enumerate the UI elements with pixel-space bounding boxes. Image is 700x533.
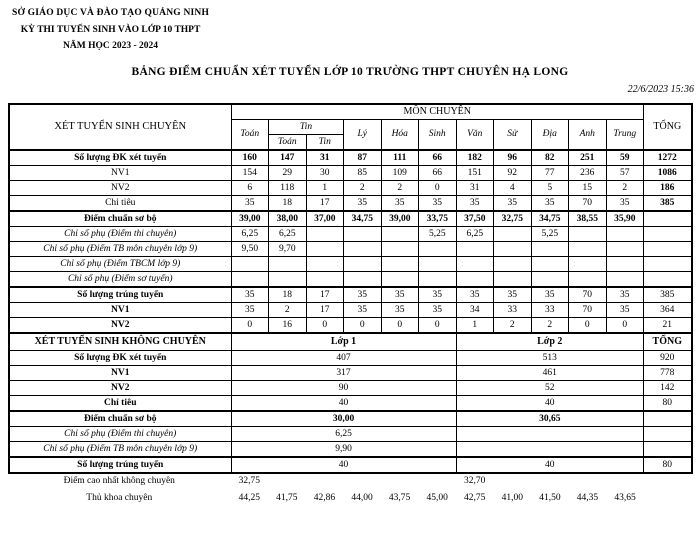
total-cell	[644, 472, 692, 489]
total-cell: 364	[644, 303, 692, 318]
khongchuyen-section-header	[9, 333, 692, 351]
table-row	[9, 287, 692, 303]
value-cell: 37,50	[456, 211, 494, 227]
value-cell: 151	[456, 166, 494, 181]
total-cell: 80	[644, 396, 692, 412]
value-cell: 35	[381, 196, 419, 212]
table-row	[9, 181, 692, 196]
section1-header: XÉT TUYỂN SINH CHUYÊN	[9, 104, 231, 150]
value-cell: 35	[344, 196, 382, 212]
lop1-cell: 9,90	[231, 442, 456, 458]
value-cell: 111	[381, 150, 419, 166]
row-label: NV1	[9, 366, 231, 381]
value-cell	[569, 272, 607, 288]
row-label: Chỉ số phụ (Điểm thi chuyên)	[9, 427, 231, 442]
value-cell: 0	[231, 318, 269, 334]
total-cell	[644, 242, 692, 257]
exam-name: KỲ THI TUYỂN SINH VÀO LỚP 10 THPT	[20, 25, 201, 35]
row-label: Chỉ tiêu	[9, 196, 231, 212]
value-cell: 29	[269, 166, 307, 181]
table-row	[9, 366, 692, 381]
table-row	[9, 411, 692, 427]
value-cell	[231, 257, 269, 272]
value-cell	[419, 257, 457, 272]
value-cell: 35	[344, 303, 382, 318]
col-toan: Toán	[231, 120, 269, 151]
footer-body	[8, 472, 692, 506]
value-cell	[381, 227, 419, 242]
lop2-cell	[456, 442, 644, 458]
value-cell: 32,75	[238, 475, 260, 486]
value-cell: 41,75	[276, 492, 298, 503]
table-row	[9, 272, 692, 288]
value-cell: 16	[269, 318, 307, 334]
chuyen-section-body	[9, 150, 692, 333]
row-label: Điểm cao nhất không chuyên	[63, 475, 175, 486]
value-cell: 31	[456, 181, 494, 196]
col-ly: Lý	[344, 120, 382, 151]
score-table	[8, 103, 693, 474]
value-cell	[269, 272, 307, 288]
value-cell	[381, 472, 419, 489]
lop1-header: Lớp 1	[231, 333, 456, 351]
value-cell	[531, 242, 569, 257]
total-cell	[644, 427, 692, 442]
row-label: Số lượng trúng tuyển	[9, 287, 231, 303]
value-cell	[606, 227, 644, 242]
value-cell: 44,25	[238, 492, 260, 503]
value-cell: 92	[494, 166, 532, 181]
value-cell	[569, 472, 607, 489]
row-label: Thủ khoa chuyên	[86, 492, 153, 503]
value-cell	[456, 257, 494, 272]
lop1-cell: 40	[231, 396, 456, 412]
row-label: Điểm chuẩn sơ bộ	[9, 211, 231, 227]
total-cell	[644, 257, 692, 272]
value-cell	[418, 472, 456, 489]
row-label: Chỉ số phụ (Điểm TB môn chuyên lớp 9)	[9, 242, 231, 257]
col-hoa: Hóa	[381, 120, 419, 151]
table-row	[9, 381, 692, 396]
value-cell: 2	[381, 181, 419, 196]
section2-header: XÉT TUYỂN SINH KHÔNG CHUYÊN	[9, 333, 231, 351]
value-cell: 5	[531, 181, 569, 196]
value-cell: 70	[569, 303, 607, 318]
value-cell: 66	[419, 166, 457, 181]
table-row	[9, 211, 692, 227]
value-cell: 182	[456, 150, 494, 166]
value-cell: 17	[306, 303, 344, 318]
value-cell	[344, 272, 382, 288]
value-cell	[494, 472, 532, 489]
value-cell: 118	[269, 181, 307, 196]
value-cell	[606, 242, 644, 257]
total-cell	[644, 411, 692, 427]
org-name: SỞ GIÁO DỤC VÀ ĐÀO TẠO QUẢNG NINH	[12, 8, 210, 18]
row-label: Chỉ tiêu	[9, 396, 231, 412]
subjects-group-header: MÔN CHUYÊN	[231, 104, 644, 120]
value-cell: 147	[269, 150, 307, 166]
total-cell: 778	[644, 366, 692, 381]
letterhead	[12, 8, 209, 51]
row-label: NV2	[9, 381, 231, 396]
timestamp: 22/6/2023 15:36	[627, 84, 694, 95]
value-cell: 32,75	[494, 211, 532, 227]
row-label: NV2	[9, 318, 231, 334]
value-cell: 6	[231, 181, 269, 196]
value-cell: 236	[569, 166, 607, 181]
table-row	[9, 166, 692, 181]
page-title: BẢNG ĐIỂM CHUẨN XÉT TUYỂN LỚP 10 TRƯỜNG THPT CHUYÊN HẠ LONG	[131, 66, 569, 78]
table-row	[9, 257, 692, 272]
value-cell	[306, 472, 344, 489]
lop1-cell: 6,25	[231, 427, 456, 442]
value-cell	[344, 242, 382, 257]
table-row	[9, 227, 692, 242]
lop2-cell: 461	[456, 366, 644, 381]
lop2-header: Lớp 2	[456, 333, 644, 351]
value-cell	[344, 227, 382, 242]
value-cell: 18	[269, 287, 307, 303]
table-row	[9, 242, 692, 257]
row-label: NV1	[9, 166, 231, 181]
value-cell: 35	[531, 287, 569, 303]
row-label: Chỉ số phụ (Điểm TBCM lớp 9)	[9, 257, 231, 272]
value-cell: 33	[494, 303, 532, 318]
value-cell	[456, 272, 494, 288]
table-row	[9, 150, 692, 166]
value-cell	[569, 227, 607, 242]
value-cell: 0	[419, 318, 457, 334]
lop2-cell: 52	[456, 381, 644, 396]
value-cell: 45,00	[426, 492, 448, 503]
value-cell: 31	[306, 150, 344, 166]
total-cell	[644, 272, 692, 288]
lop1-cell: 407	[231, 351, 456, 366]
value-cell	[381, 272, 419, 288]
value-cell: 35	[494, 287, 532, 303]
table-row	[9, 104, 692, 120]
value-cell: 82	[531, 150, 569, 166]
row-label: Số lượng ĐK xét tuyển	[9, 150, 231, 166]
value-cell: 2	[606, 181, 644, 196]
value-cell: 6,25	[231, 227, 269, 242]
value-cell: 33	[531, 303, 569, 318]
lop2-cell: 40	[456, 396, 644, 412]
value-cell	[531, 272, 569, 288]
value-cell: 34,75	[344, 211, 382, 227]
table-row	[9, 333, 692, 351]
value-cell: 34	[456, 303, 494, 318]
value-cell: 38,55	[569, 211, 607, 227]
total-cell: 385	[644, 196, 692, 212]
value-cell: 42,75	[464, 492, 486, 503]
table-row	[9, 318, 692, 334]
value-cell	[381, 242, 419, 257]
total-cell: 21	[644, 318, 692, 334]
total-cell: 385	[644, 287, 692, 303]
value-cell	[419, 242, 457, 257]
value-cell: 35,90	[606, 211, 644, 227]
value-cell	[606, 272, 644, 288]
value-cell: 0	[344, 318, 382, 334]
value-cell: 39,00	[231, 211, 269, 227]
table-row	[8, 472, 692, 489]
col-trung: Trung	[606, 120, 644, 151]
value-cell: 35	[606, 303, 644, 318]
lop2-cell: 513	[456, 351, 644, 366]
value-cell: 77	[531, 166, 569, 181]
value-cell: 4	[494, 181, 532, 196]
row-label: Chỉ số phụ (Điểm thi chuyên)	[9, 227, 231, 242]
value-cell: 30	[306, 166, 344, 181]
value-cell	[343, 472, 381, 489]
value-cell: 70	[569, 287, 607, 303]
value-cell: 0	[306, 318, 344, 334]
value-cell: 251	[569, 150, 607, 166]
value-cell: 35	[419, 303, 457, 318]
value-cell	[269, 257, 307, 272]
value-cell: 35	[456, 196, 494, 212]
value-cell: 57	[606, 166, 644, 181]
value-cell: 32,70	[464, 475, 486, 486]
value-cell: 66	[419, 150, 457, 166]
value-cell: 44,35	[576, 492, 599, 503]
value-cell	[606, 472, 644, 489]
table-row	[9, 427, 692, 442]
value-cell	[306, 272, 344, 288]
col-tin-tin: Tin	[306, 135, 344, 151]
lop2-cell	[456, 427, 644, 442]
value-cell: 0	[569, 318, 607, 334]
value-cell	[606, 257, 644, 272]
lop1-cell: 90	[231, 381, 456, 396]
row-label: Chỉ số phụ (Điểm sơ tuyển)	[9, 272, 231, 288]
value-cell: 59	[606, 150, 644, 166]
value-cell: 2	[344, 181, 382, 196]
row-label: Số lượng ĐK xét tuyển	[9, 351, 231, 366]
value-cell	[381, 257, 419, 272]
total-cell: 80	[644, 457, 692, 473]
value-cell: 35	[381, 303, 419, 318]
total-cell: 920	[644, 351, 692, 366]
value-cell: 41,00	[501, 492, 523, 503]
value-cell: 2	[269, 303, 307, 318]
col-dia: Địa	[531, 120, 569, 151]
table-row	[9, 303, 692, 318]
value-cell	[569, 242, 607, 257]
table-row	[9, 351, 692, 366]
value-cell: 15	[569, 181, 607, 196]
value-cell: 0	[419, 181, 457, 196]
value-cell	[494, 242, 532, 257]
value-cell: 35	[606, 196, 644, 212]
value-cell	[306, 257, 344, 272]
row-label: NV1	[9, 303, 231, 318]
value-cell: 6,25	[269, 227, 307, 242]
table-row	[9, 196, 692, 212]
total-cell: 1086	[644, 166, 692, 181]
col-tin-group: Tin	[269, 120, 344, 135]
col-anh: Anh	[569, 120, 607, 151]
value-cell	[231, 272, 269, 288]
value-cell: 35	[381, 287, 419, 303]
row-label: NV2	[9, 181, 231, 196]
value-cell: 1	[306, 181, 344, 196]
total-cell: 186	[644, 181, 692, 196]
value-cell: 35	[531, 196, 569, 212]
value-cell: 37,00	[306, 211, 344, 227]
value-cell: 35	[419, 196, 457, 212]
value-cell: 35	[606, 287, 644, 303]
lop2-cell: 30,65	[456, 411, 644, 427]
col-van: Văn	[456, 120, 494, 151]
value-cell: 70	[569, 196, 607, 212]
value-cell: 34,75	[531, 211, 569, 227]
total-cell: 142	[644, 381, 692, 396]
value-cell: 44,00	[351, 492, 373, 503]
value-cell	[306, 227, 344, 242]
khongchuyen-section-body	[9, 351, 692, 474]
total-cell: 1272	[644, 150, 692, 166]
value-cell: 85	[344, 166, 382, 181]
value-cell	[344, 257, 382, 272]
value-cell	[494, 257, 532, 272]
total-cell	[644, 442, 692, 458]
value-cell: 9,50	[231, 242, 269, 257]
value-cell	[494, 227, 532, 242]
value-cell: 43,75	[388, 492, 411, 503]
table-row	[9, 457, 692, 473]
total-column-header: TỔNG	[644, 104, 692, 150]
value-cell: 0	[606, 318, 644, 334]
value-cell	[268, 472, 306, 489]
lop1-cell: 30,00	[231, 411, 456, 427]
value-cell	[569, 257, 607, 272]
value-cell: 17	[306, 287, 344, 303]
value-cell	[419, 272, 457, 288]
value-cell: 9,70	[269, 242, 307, 257]
value-cell	[494, 272, 532, 288]
total-cell	[644, 211, 692, 227]
value-cell: 18	[269, 196, 307, 212]
value-cell: 39,00	[381, 211, 419, 227]
value-cell: 1	[456, 318, 494, 334]
value-cell	[456, 242, 494, 257]
col-su: Sử	[494, 120, 532, 151]
value-cell: 43,65	[614, 492, 636, 503]
value-cell: 38,00	[269, 211, 307, 227]
value-cell: 35	[419, 287, 457, 303]
value-cell: 0	[381, 318, 419, 334]
value-cell	[531, 472, 569, 489]
table-row	[9, 442, 692, 458]
total-cell	[644, 489, 692, 506]
row-label: Điểm chuẩn sơ bộ	[9, 411, 231, 427]
lop1-cell: 317	[231, 366, 456, 381]
value-cell: 160	[231, 150, 269, 166]
value-cell	[306, 242, 344, 257]
value-cell: 33,75	[419, 211, 457, 227]
value-cell: 109	[381, 166, 419, 181]
total-column-header2: TỔNG	[644, 333, 692, 351]
footer-notes-table	[8, 472, 692, 506]
lop1-cell: 40	[231, 457, 456, 473]
row-label: Số lượng trúng tuyển	[9, 457, 231, 473]
value-cell: 35	[344, 287, 382, 303]
table-row	[9, 396, 692, 412]
value-cell: 5,25	[531, 227, 569, 242]
value-cell: 2	[494, 318, 532, 334]
value-cell: 35	[231, 303, 269, 318]
value-cell: 35	[494, 196, 532, 212]
value-cell: 5,25	[419, 227, 457, 242]
value-cell: 41,50	[539, 492, 561, 503]
value-cell: 17	[306, 196, 344, 212]
value-cell: 42,86	[313, 492, 336, 503]
table-header	[9, 104, 692, 150]
lop2-cell: 40	[456, 457, 644, 473]
value-cell: 6,25	[456, 227, 494, 242]
value-cell: 35	[456, 287, 494, 303]
row-label: Chỉ số phụ (Điểm TB môn chuyên lớp 9)	[9, 442, 231, 458]
value-cell: 87	[344, 150, 382, 166]
value-cell: 2	[531, 318, 569, 334]
value-cell: 35	[231, 196, 269, 212]
school-year: NĂM HỌC 2023 - 2024	[63, 41, 159, 51]
value-cell	[531, 257, 569, 272]
value-cell: 154	[231, 166, 269, 181]
value-cell: 96	[494, 150, 532, 166]
col-sinh: Sinh	[419, 120, 457, 151]
value-cell: 35	[231, 287, 269, 303]
total-cell	[644, 227, 692, 242]
table-row	[8, 489, 692, 506]
col-tin-toan: Toán	[269, 135, 307, 151]
